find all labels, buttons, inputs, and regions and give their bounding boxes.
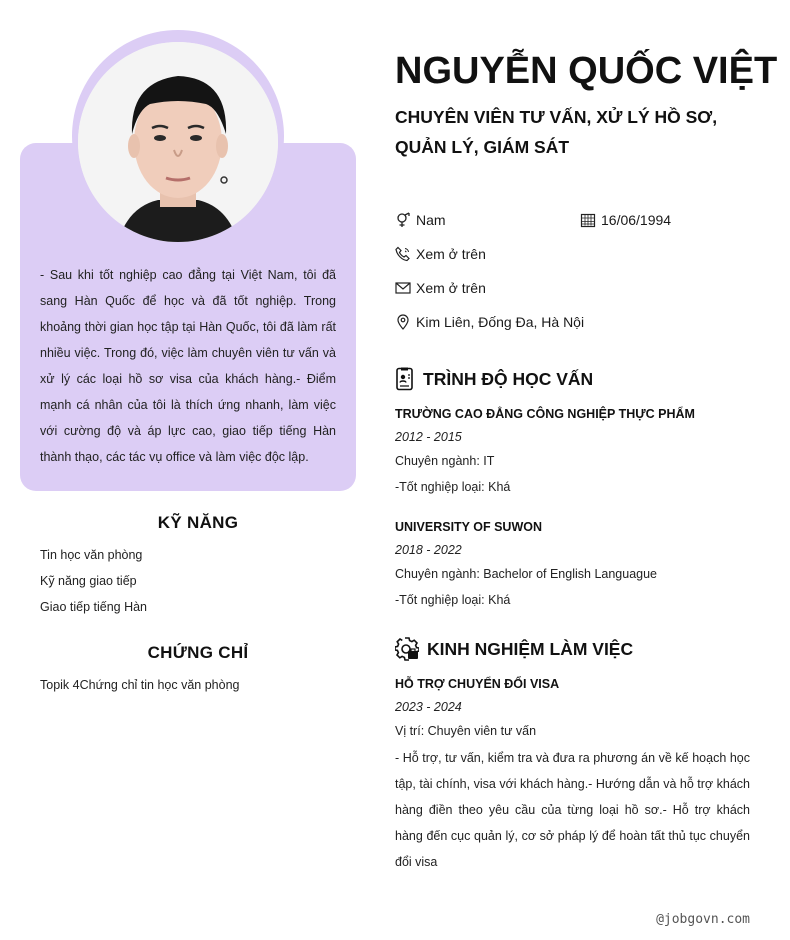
experience-heading-label: KINH NGHIỆM LÀM VIỆC xyxy=(427,638,634,659)
email-info xyxy=(395,278,486,298)
certificate-item: Topik 4Chứng chỉ tin học văn phòng xyxy=(40,678,240,692)
email-icon xyxy=(395,280,411,296)
education-major: Chuyên ngành: IT xyxy=(395,454,495,468)
education-grade: -Tốt nghiệp loại: Khá xyxy=(395,593,511,607)
certificates-heading: CHỨNG CHỈ xyxy=(147,643,249,662)
experience-company: HỖ TRỢ CHUYỂN ĐỔI VISA xyxy=(395,677,560,691)
watermark: @jobgovn.com xyxy=(656,912,750,927)
document-icon xyxy=(395,367,415,391)
education-school: TRƯỜNG CAO ĐẲNG CÔNG NGHIỆP THỰC PHẨM xyxy=(395,407,695,421)
education-heading xyxy=(395,366,593,392)
gender-icon xyxy=(395,212,411,228)
gender-info xyxy=(395,210,446,230)
experience-position: Vị trí: Chuyên viên tư vấn xyxy=(395,724,537,738)
avatar xyxy=(78,42,278,242)
phone-icon xyxy=(395,246,411,262)
skill-item: Kỹ năng giao tiếp xyxy=(40,574,137,588)
calendar-icon xyxy=(580,212,596,228)
experience-period: 2023 - 2024 xyxy=(395,700,462,714)
location-pin-icon xyxy=(395,314,411,330)
experience-description: - Hỗ trợ, tư vấn, kiểm tra và đưa ra phương án về kế hoạch học tập, tài chính, visa với khách hàng.- Hướng dẫn và hỗ trợ khách hàng điền theo yêu cầu của từng loại hồ sơ.- Hỗ trợ khách hàng đến cục quản lý, cơ sở pháp lý để hoàn tất thủ tục chuyển đổi visa xyxy=(395,751,750,869)
education-heading-label: TRÌNH ĐỘ HỌC VẤN xyxy=(423,368,594,389)
phone-info xyxy=(395,244,486,264)
education-major: Chuyên ngành: Bachelor of English Languague xyxy=(395,567,658,581)
skill-item: Giao tiếp tiếng Hàn xyxy=(40,600,148,614)
candidate-name: NGUYỄN QUỐC VIỆT xyxy=(395,50,778,92)
education-period: 2012 - 2015 xyxy=(395,430,462,444)
education-school: UNIVERSITY OF SUWON xyxy=(395,520,543,534)
gender-value: Nam xyxy=(416,212,446,228)
education-grade: -Tốt nghiệp loại: Khá xyxy=(395,480,511,494)
education-period: 2018 - 2022 xyxy=(395,543,462,557)
skills-heading: KỸ NĂNG xyxy=(157,513,239,532)
birthdate-info xyxy=(580,210,671,230)
skill-item: Tin học văn phòng xyxy=(40,548,143,562)
address-value: Kim Liên, Đống Đa, Hà Nội xyxy=(416,314,585,330)
certificates-list xyxy=(40,672,239,698)
candidate-title: CHUYÊN VIÊN TƯ VẤN, XỬ LÝ HỒ SƠ, QUẢN LÝ, GIÁM SÁT xyxy=(395,107,718,157)
address-info xyxy=(395,312,584,332)
birthdate-value: 16/06/1994 xyxy=(601,212,672,228)
gear-briefcase-icon xyxy=(395,637,419,661)
email-value: Xem ở trên xyxy=(416,280,486,296)
profile-summary: - Sau khi tốt nghiệp cao đẳng tại Việt Nam, tôi đã sang Hàn Quốc để học và đã tốt nghiệp. Trong khoảng thời gian học tập tại Hàn Quốc, tôi đã làm rất nhiều việc. Trong đó, việc làm chuyên viên tư vấn và xử lý các loại hồ sơ visa của khách hàng.- Điểm mạnh cá nhân của tôi là thích ứng nhanh, làm việc với cường độ và áp lực cao, giao tiếp tiếng Hàn thành thạo, các tác vụ office và làm việc độc lập. xyxy=(40,268,336,464)
skills-list xyxy=(40,542,147,620)
experience-heading xyxy=(395,636,633,662)
phone-value: Xem ở trên xyxy=(416,246,486,262)
